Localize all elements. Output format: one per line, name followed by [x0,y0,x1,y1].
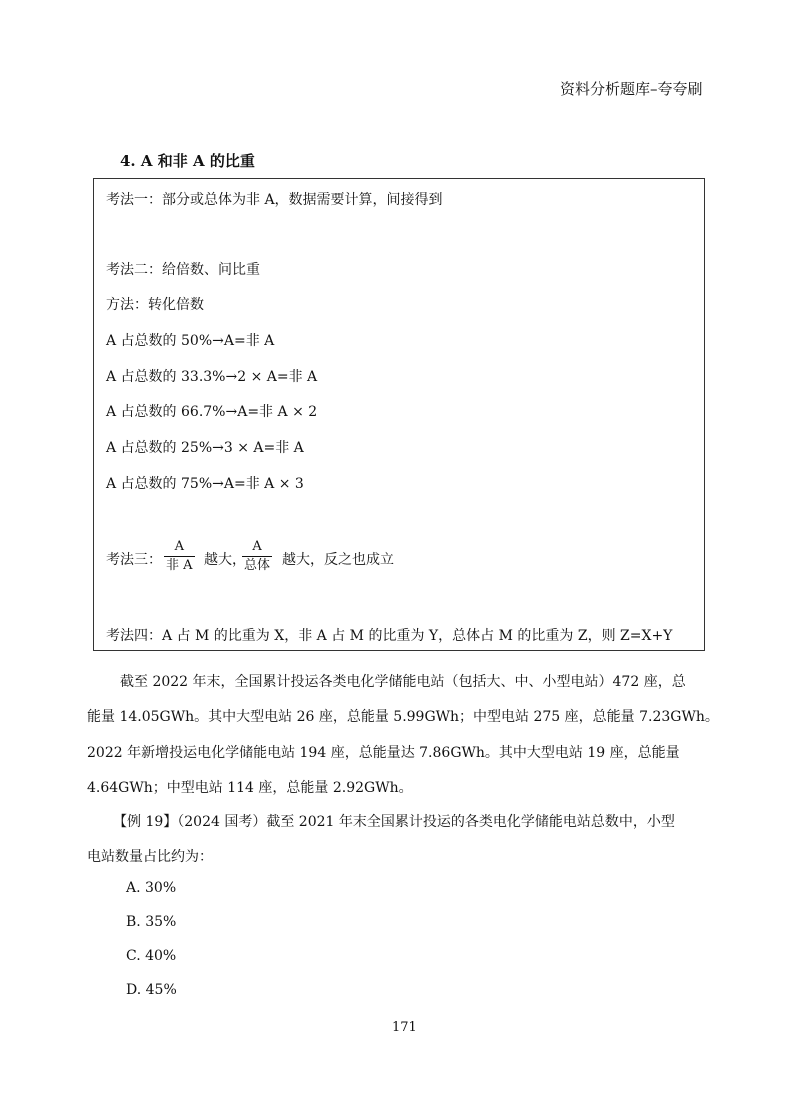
answer-option[interactable]: D. 45% [126,982,177,998]
rule-line: A 占总数的 66.7%→A=非 A × 2 [106,404,318,420]
answer-option[interactable]: B. 35% [126,914,177,930]
fraction-denominator: 总体 [244,558,271,573]
question-stem: 电站数量占比约为： [87,849,213,865]
method-three-mid: 越大， [204,552,246,568]
page-number: 171 [392,1020,417,1035]
method-box [93,178,705,651]
method-two: 考法二：给倍数、问比重 [106,262,260,278]
section-title: 4. A 和非 A 的比重 [120,152,255,170]
fraction-numerator: A [242,538,272,557]
answer-option[interactable]: A. 30% [126,880,177,896]
fraction-a-over-total [242,538,272,575]
rule-line: A 占总数的 50%→A=非 A [106,333,275,349]
running-header: 资料分析题库–夸夸刷 [560,80,703,98]
method-four: 考法四：A 占 M 的比重为 X，非 A 占 M 的比重为 Y，总体占 M 的比重为 Z，则 Z=X+Y [106,628,673,644]
rule-line: A 占总数的 25%→3 × A=非 A [106,440,304,456]
fraction-numerator: A [164,538,195,557]
rule-line: A 占总数的 33.3%→2 × A=非 A [106,369,318,385]
material-line: 能量 14.05GWh。其中大型电站 26 座，总能量 5.99GWh；中型电站 275 座，总能量 7.23GWh。 [87,709,719,725]
material-line: 2022 年新增投运电化学储能电站 194 座，总能量达 7.86GWh。其中大型电站 19 座，总能量 [87,745,680,761]
material-line: 4.64GWh；中型电站 114 座，总能量 2.92GWh。 [87,780,413,796]
approach: 方法：转化倍数 [106,297,204,313]
rule-line: A 占总数的 75%→A=非 A × 3 [106,476,304,492]
method-three-prefix: 考法三： [106,552,162,568]
question-stem: 【例 19】（2024 国考）截至 2021 年末全国累计投运的各类电化学储能电站总数中，小型 [113,814,675,830]
material-line: 截至 2022 年末，全国累计投运各类电化学储能电站（包括大、中、小型电站）472 座，总 [120,674,686,690]
method-three-suffix: 越大，反之也成立 [282,552,394,568]
answer-option[interactable]: C. 40% [126,948,177,964]
fraction-a-over-non-a [164,538,195,575]
method-one: 考法一：部分或总体为非 A，数据需要计算，间接得到 [106,192,443,208]
fraction-denominator: 非 A [166,558,193,573]
